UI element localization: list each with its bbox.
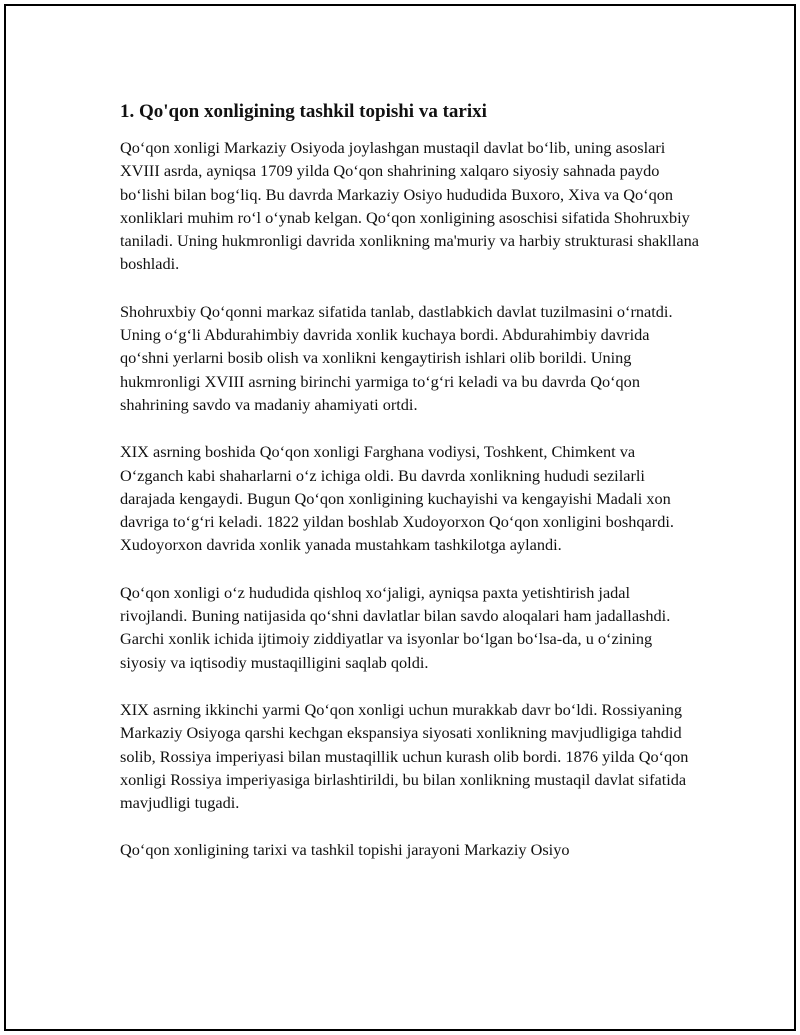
paragraph: Shohruxbiy Qo‘qonni markaz sifatida tanlab, dastlabkich davlat tuzilmasini o‘rnatdi. Uning o‘g‘li Abdurahimbiy davrida xonlik kuchaya bordi. Abdurahimbiy davrida qo‘shni yerlarni bosib olish va xonlikni kengaytirish ishlari olib borildi. Uning hukmronligi XVIII asrning birinchi yarmiga to‘g‘ri keladi va bu davrda Qo‘qon shahrining savdo va madaniy ahamiyati ortdi. [120,301,673,414]
document-page [4,4,796,1031]
paragraph: XIX asrning boshida Qo‘qon xonligi Farghana vodiysi, Toshkent, Chimkent va O‘zganch kabi shaharlarni o‘z ichiga oldi. Bu davrda xonlikning hududi sezilarli darajada kengaydi. Bugun Qo‘qon xonligining kuchayishi va kengayishi Madali xon davriga to‘g‘ri keladi. 1822 yildan boshlab Xudoyorxon Qo‘qon xonligini boshqardi. Xudoyorxon davrida xonlik yanada mustahkam tashkilotga aylandi. [120,442,674,555]
paragraph: XIX asrning ikkinchi yarmi Qo‘qon xonligi uchun murakkab davr bo‘ldi. Rossiyaning Markaziy Osiyoga qarshi kechgan ekspansiya siyosati xonlikning mavjudligiga tahdid solib, Rossiya imperiyasi bilan mustaqillik uchun kurash olib bordi. 1876 yilda Qo‘qon xonligi Rossiya imperiyasiga birlashtirildi, bu bilan xonlikning mustaqil davlat sifatida mavjudligi tugadi. [120,699,689,813]
paragraph: Qo‘qon xonligi o‘z hududida qishloq xo‘jaligi, ayniqsa paxta yetishtirish jadal rivojlandi. Buning natijasida qo‘shni davlatlar bilan savdo aloqalari ham jadallashdi. Garchi xonlik ichida ijtimoiy ziddiyatlar va isyonlar bo‘lgan bo‘lsa-da, u o‘zining siyosiy va iqtisodiy mustaqilligini saqlab qoldi. [120,582,671,672]
paragraph: Qo‘qon xonligining tarixi va tashkil topishi jarayoni Markaziy Osiyo [120,840,570,860]
document-body [120,98,700,886]
paragraph: Qo‘qon xonligi Markaziy Osiyoda joylashgan mustaqil davlat bo‘lib, uning asoslari XVIII asrda, ayniqsa 1709 yilda Qo‘qon shahrining xalqaro siyosiy sahnada paydo bo‘lishi bilan bog‘liq. Bu davrda Markaziy Osiyo hududida Buxoro, Xiva va Qo‘qon xonliklari muhim ro‘l o‘ynab kelgan. Qo‘qon xonligining asoschisi sifatida Shohruxbiy taniladi. Uning hukmronligi davrida xonlikning ma'muriy va harbiy strukturasi shakllana boshladi. [120,138,700,274]
section-heading: 1. Qo'qon xonligining tashkil topishi va tarixi [120,101,487,122]
